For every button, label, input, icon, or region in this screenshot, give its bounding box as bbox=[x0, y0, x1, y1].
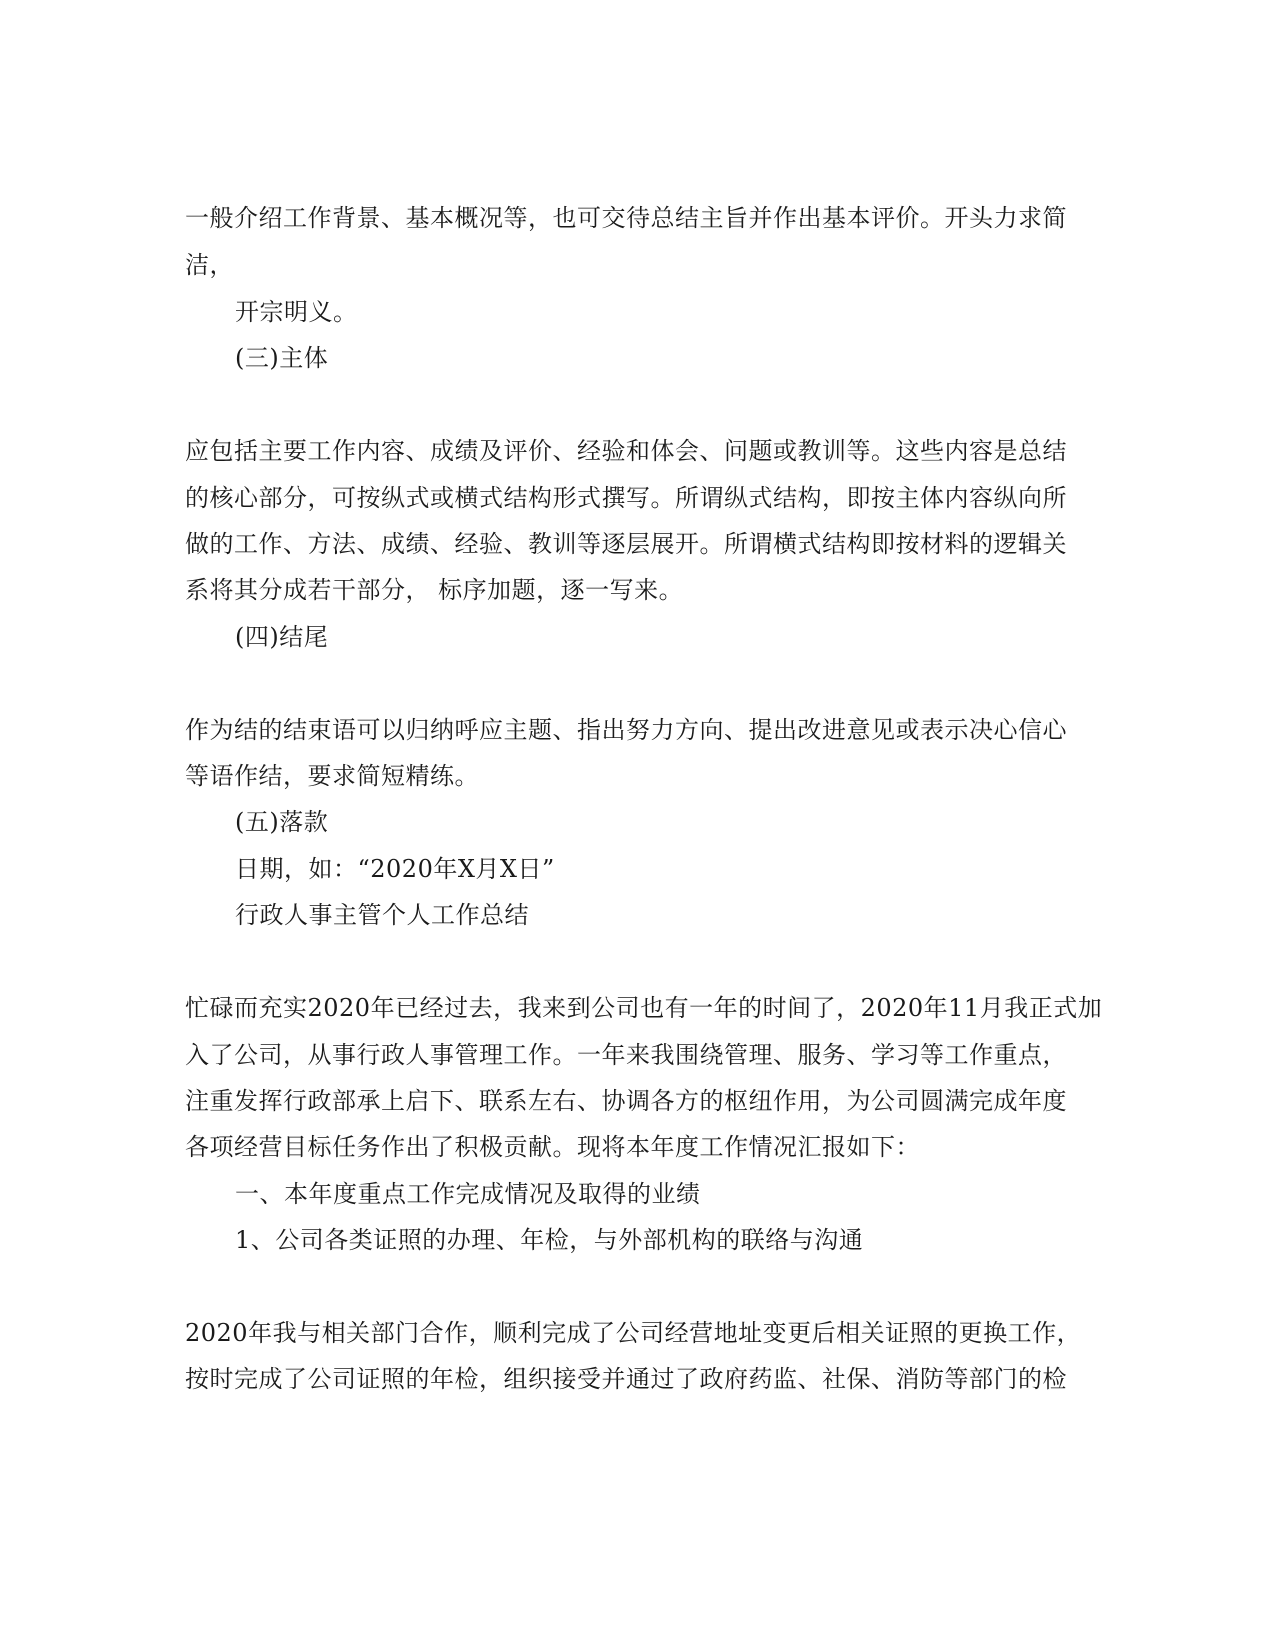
paragraph-line: 2020年我与相关部门合作，顺利完成了公司经营地址变更后相关证照的更换工作， bbox=[185, 1319, 1082, 1347]
subsection-heading: 1、公司各类证照的办理、年检，与外部机构的联络与沟通 bbox=[235, 1226, 864, 1254]
paragraph-line: 忙碌而充实2020年已经过去，我来到公司也有一年的时间了，2020年11月我正式加 bbox=[185, 994, 1103, 1022]
paragraph-line: 等语作结，要求简短精练。 bbox=[185, 762, 479, 790]
paragraph-line: 洁， bbox=[185, 251, 234, 279]
section-heading: (三)主体 bbox=[235, 344, 329, 372]
paragraph-line: 作为结的结束语可以归纳呼应主题、指出努力方向、提出改进意见或表示决心信心 bbox=[185, 716, 1067, 744]
document-title: 行政人事主管个人工作总结 bbox=[235, 901, 529, 929]
section-heading: (四)结尾 bbox=[235, 623, 329, 651]
paragraph-line: 按时完成了公司证照的年检，组织接受并通过了政府药监、社保、消防等部门的检 bbox=[185, 1365, 1067, 1393]
paragraph-line: 日期，如：“2020年X月X日” bbox=[235, 855, 555, 883]
section-heading: 一、本年度重点工作完成情况及取得的业绩 bbox=[235, 1180, 701, 1208]
paragraph-line: 开宗明义。 bbox=[235, 298, 358, 326]
paragraph-line: 做的工作、方法、成绩、经验、教训等逐层展开。所谓横式结构即按材料的逻辑关 bbox=[185, 530, 1067, 558]
paragraph-line: 入了公司，从事行政人事管理工作。一年来我围绕管理、服务、学习等工作重点， bbox=[185, 1041, 1067, 1069]
paragraph-line: 一般介绍工作背景、基本概况等，也可交待总结主旨并作出基本评价。开头力求简 bbox=[185, 204, 1067, 232]
paragraph-line: 的核心部分，可按纵式或横式结构形式撰写。所谓纵式结构，即按主体内容纵向所 bbox=[185, 484, 1067, 512]
paragraph-line: 注重发挥行政部承上启下、联系左右、协调各方的枢纽作用，为公司圆满完成年度 bbox=[185, 1087, 1067, 1115]
paragraph-line: 应包括主要工作内容、成绩及评价、经验和体会、问题或教训等。这些内容是总结 bbox=[185, 437, 1067, 465]
paragraph-line: 各项经营目标任务作出了积极贡献。现将本年度工作情况汇报如下： bbox=[185, 1133, 920, 1161]
section-heading: (五)落款 bbox=[235, 808, 329, 836]
paragraph-line: 系将其分成若干部分， 标序加题，逐一写来。 bbox=[185, 576, 684, 604]
